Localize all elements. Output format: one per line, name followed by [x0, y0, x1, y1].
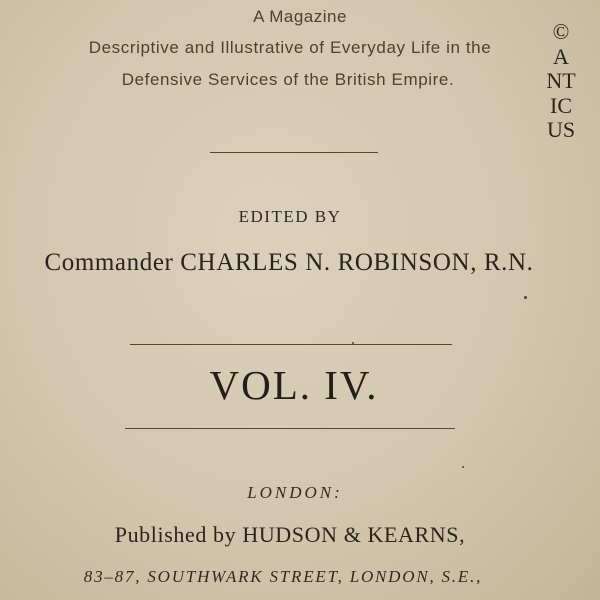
subtitle-line-1: A Magazine	[253, 7, 347, 26]
paper-speck	[524, 296, 527, 299]
divider-rule	[130, 344, 452, 345]
watermark-text: ANTICUS	[546, 43, 576, 142]
subtitle-line-3: Defensive Services of the British Empire.	[121, 70, 455, 89]
divider-rule	[125, 428, 455, 429]
edited-by-label: EDITED BY	[238, 207, 342, 226]
subtitle-line-2: Descriptive and Illustrative of Everyday Life in the	[88, 38, 492, 57]
paper-speck	[352, 342, 354, 344]
imprint-address: 83–87, SOUTHWARK STREET, LONDON, S.E.,	[83, 567, 483, 586]
divider-rule	[210, 152, 378, 153]
imprint-publisher: Published by HUDSON & KEARNS,	[114, 522, 466, 547]
editor-name: Commander CHARLES N. ROBINSON, R.N.	[44, 249, 534, 276]
copyright-watermark	[546, 20, 576, 143]
copyright-symbol: ©	[552, 19, 570, 44]
imprint-city: LONDON:	[247, 483, 343, 502]
volume-number: VOL. IV.	[209, 362, 379, 408]
paper-speck	[462, 466, 464, 468]
